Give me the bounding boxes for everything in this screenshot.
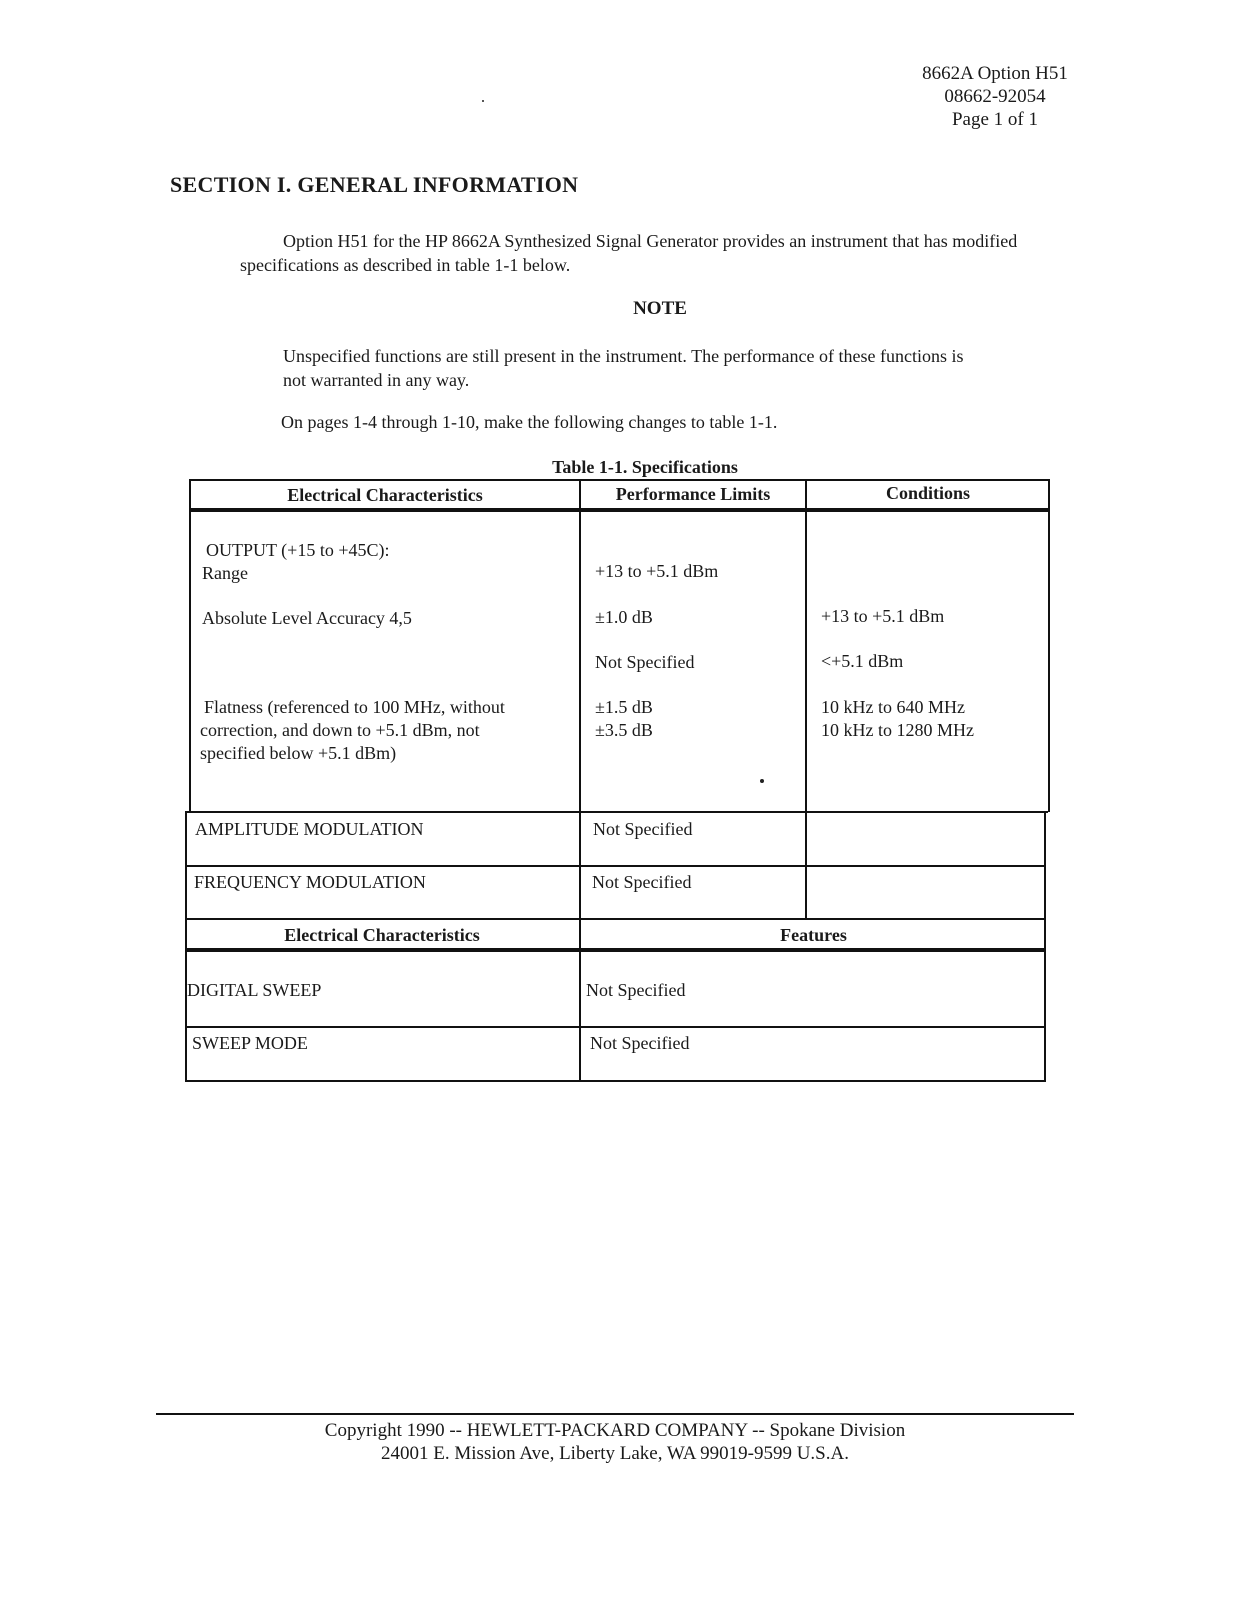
footer <box>250 1419 980 1465</box>
scan-dot <box>760 779 764 783</box>
sweep-mode-value: Not Specified <box>590 1033 690 1053</box>
row-rule-am <box>187 865 1046 867</box>
digital-sweep-value: Not Specified <box>586 980 686 1000</box>
flatness-condition1: 10 kHz to 640 MHz <box>821 697 965 717</box>
row-rule-output <box>187 811 1048 813</box>
not-specified-condition: <+5.1 dBm <box>821 651 904 671</box>
flatness-line1: Flatness (referenced to 100 MHz, without <box>204 697 505 717</box>
table-left-border-upper <box>189 479 191 812</box>
header-conditions: Conditions <box>885 483 971 503</box>
part-number: 08662-92054 <box>944 86 1046 107</box>
digital-sweep-label: DIGITAL SWEEP <box>187 980 322 1000</box>
note-text: Unspecified functions are still present in the instrument. The performance of these functions is not warranted in any way. <box>283 346 964 390</box>
table-top-border <box>190 479 1050 481</box>
table-bottom-border <box>185 1080 1046 1082</box>
output-title: OUTPUT (+15 to +45C): <box>206 540 390 560</box>
scan-speck <box>482 100 484 102</box>
features-header-electrical: Electrical Characteristics <box>284 925 480 945</box>
flatness-condition2: 10 kHz to 1280 MHz <box>821 720 974 740</box>
page-number: Page 1 of 1 <box>951 109 1038 130</box>
flatness-line3: specified below +5.1 dBm) <box>200 743 397 763</box>
section-title: SECTION I. GENERAL INFORMATION <box>170 172 579 197</box>
range-label: Range <box>202 563 248 583</box>
table-right-border-upper <box>1048 479 1050 812</box>
fm-value: Not Specified <box>592 872 692 892</box>
features-header-features: Features <box>780 925 847 945</box>
accuracy-value: ±1.0 dB <box>595 607 653 627</box>
changes-instruction: On pages 1-4 through 1-10, make the following changes to table 1-1. <box>281 412 778 432</box>
footer-copyright: Copyright 1990 -- HEWLETT-PACKARD COMPANY -- Spokane Division <box>324 1420 906 1441</box>
accuracy-condition: +13 to +5.1 dBm <box>821 606 945 626</box>
footer-address: 24001 E. Mission Ave, Liberty Lake, WA 99019-9599 U.S.A. <box>381 1443 849 1464</box>
table-caption: Table 1-1. Specifications <box>552 457 738 477</box>
intro-paragraph: Option H51 for the HP 8662A Synthesized Signal Generator provides an instrument that has modified specifications as described in table 1-1 below. <box>240 231 1018 275</box>
note-title: NOTE <box>633 298 687 319</box>
row-rule-digital-sweep <box>185 1026 1046 1028</box>
features-header-rule <box>185 948 1046 952</box>
header-rule <box>190 508 1050 512</box>
divider-col1 <box>579 479 581 1082</box>
am-value: Not Specified <box>593 819 693 839</box>
flatness-line2: correction, and down to +5.1 dBm, not <box>200 720 480 740</box>
header-electrical: Electrical Characteristics <box>287 485 483 505</box>
model-option: 8662A Option H51 <box>922 63 1068 84</box>
range-value: +13 to +5.1 dBm <box>595 561 719 581</box>
header-performance: Performance Limits <box>615 484 771 504</box>
flatness-value1: ±1.5 dB <box>595 697 653 717</box>
accuracy-label: Absolute Level Accuracy 4,5 <box>202 608 412 628</box>
flatness-value2: ±3.5 dB <box>595 720 653 740</box>
sweep-mode-label: SWEEP MODE <box>192 1033 308 1053</box>
am-label: AMPLITUDE MODULATION <box>195 819 424 839</box>
fm-label: FREQUENCY MODULATION <box>194 872 426 892</box>
footer-rule <box>156 1413 1074 1415</box>
divider-col2 <box>805 479 807 920</box>
row-rule-fm <box>185 918 1046 920</box>
specifications-table <box>185 479 1050 1082</box>
document-header <box>900 62 1090 131</box>
not-specified-value: Not Specified <box>595 652 695 672</box>
